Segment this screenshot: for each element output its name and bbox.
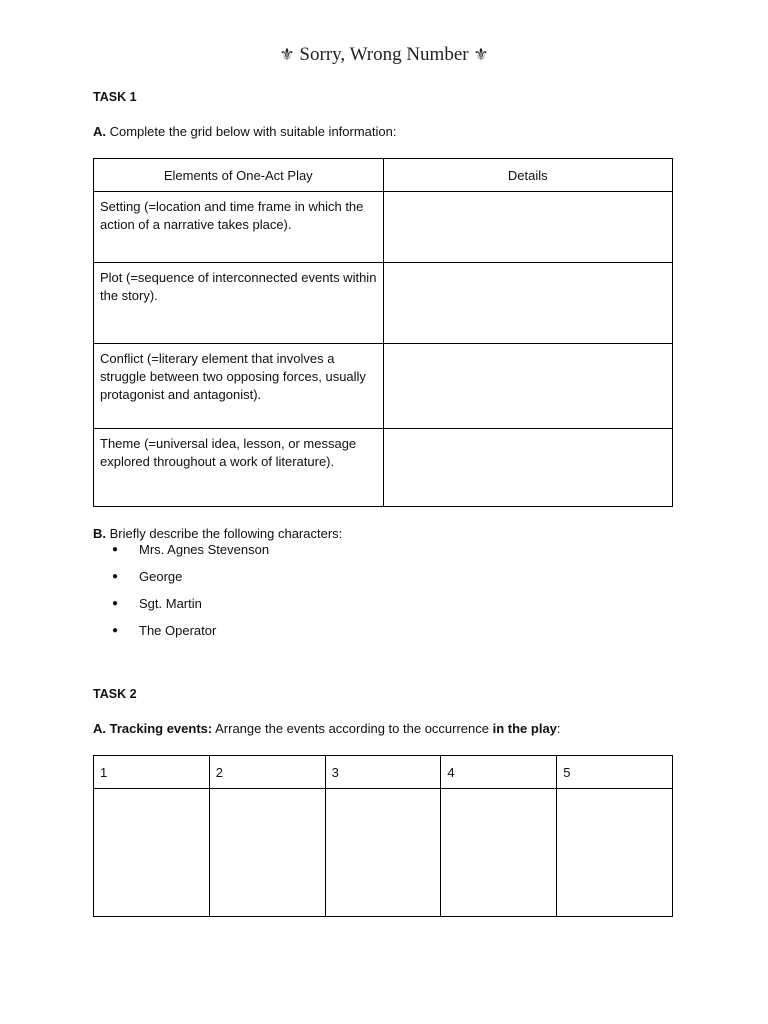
grid-details-cell[interactable] xyxy=(383,263,672,344)
task1-partA-instruction xyxy=(93,124,396,139)
event-column-5: 5 xyxy=(557,756,673,789)
event-cell[interactable] xyxy=(94,789,210,917)
list-item: ● Sgt. Martin xyxy=(112,595,269,622)
event-column-4: 4 xyxy=(441,756,557,789)
list-item: ● George xyxy=(112,568,269,595)
task2-partA-label: A. Tracking events: xyxy=(93,721,213,736)
task1-partA-label: A. xyxy=(93,124,106,139)
task2-heading: TASK 2 xyxy=(93,687,137,701)
grid-header-elements: Elements of One-Act Play xyxy=(94,159,384,192)
grid-details-cell[interactable] xyxy=(383,192,672,263)
events-grid xyxy=(93,755,673,917)
title-text: Sorry, Wrong Number xyxy=(299,44,469,65)
task2-partA-emphasis: in the play xyxy=(492,721,557,736)
grid-details-cell[interactable] xyxy=(383,429,672,507)
task1-heading: TASK 1 xyxy=(93,90,137,104)
task1-partA-text: Complete the grid below with suitable information: xyxy=(106,124,397,139)
grid-row-plot: Plot (=sequence of interconnected events within the story). xyxy=(94,263,384,344)
grid-details-cell[interactable] xyxy=(383,344,672,429)
grid-row-conflict: Conflict (=literary element that involves a struggle between two opposing forces, usually protagonist and antagonist). xyxy=(94,344,384,429)
event-cell[interactable] xyxy=(325,789,441,917)
character-list xyxy=(112,541,269,649)
fleur-de-lis-icon: ⚜ xyxy=(473,45,489,64)
document-title xyxy=(0,44,768,66)
task1-partB-instruction xyxy=(93,526,342,541)
task2-partA-instruction xyxy=(93,721,561,736)
list-item: ● Mrs. Agnes Stevenson xyxy=(112,541,269,568)
event-cell[interactable] xyxy=(209,789,325,917)
grid-header-details: Details xyxy=(383,159,672,192)
elements-grid xyxy=(93,158,673,507)
fleur-de-lis-icon: ⚜ xyxy=(279,45,295,64)
task2-partA-text: Arrange the events according to the occurrence xyxy=(212,721,493,736)
task1-partB-text: Briefly describe the following characters: xyxy=(106,526,343,541)
grid-row-theme: Theme (=universal idea, lesson, or message explored throughout a work of literature). xyxy=(94,429,384,507)
event-column-2: 2 xyxy=(209,756,325,789)
event-column-3: 3 xyxy=(325,756,441,789)
event-cell[interactable] xyxy=(557,789,673,917)
task2-partA-suffix: : xyxy=(556,721,561,736)
grid-row-setting: Setting (=location and time frame in which the action of a narrative takes place). xyxy=(94,192,384,263)
event-cell[interactable] xyxy=(441,789,557,917)
list-item: ● The Operator xyxy=(112,622,269,649)
event-column-1: 1 xyxy=(94,756,210,789)
task1-partB-label: B. xyxy=(93,526,106,541)
